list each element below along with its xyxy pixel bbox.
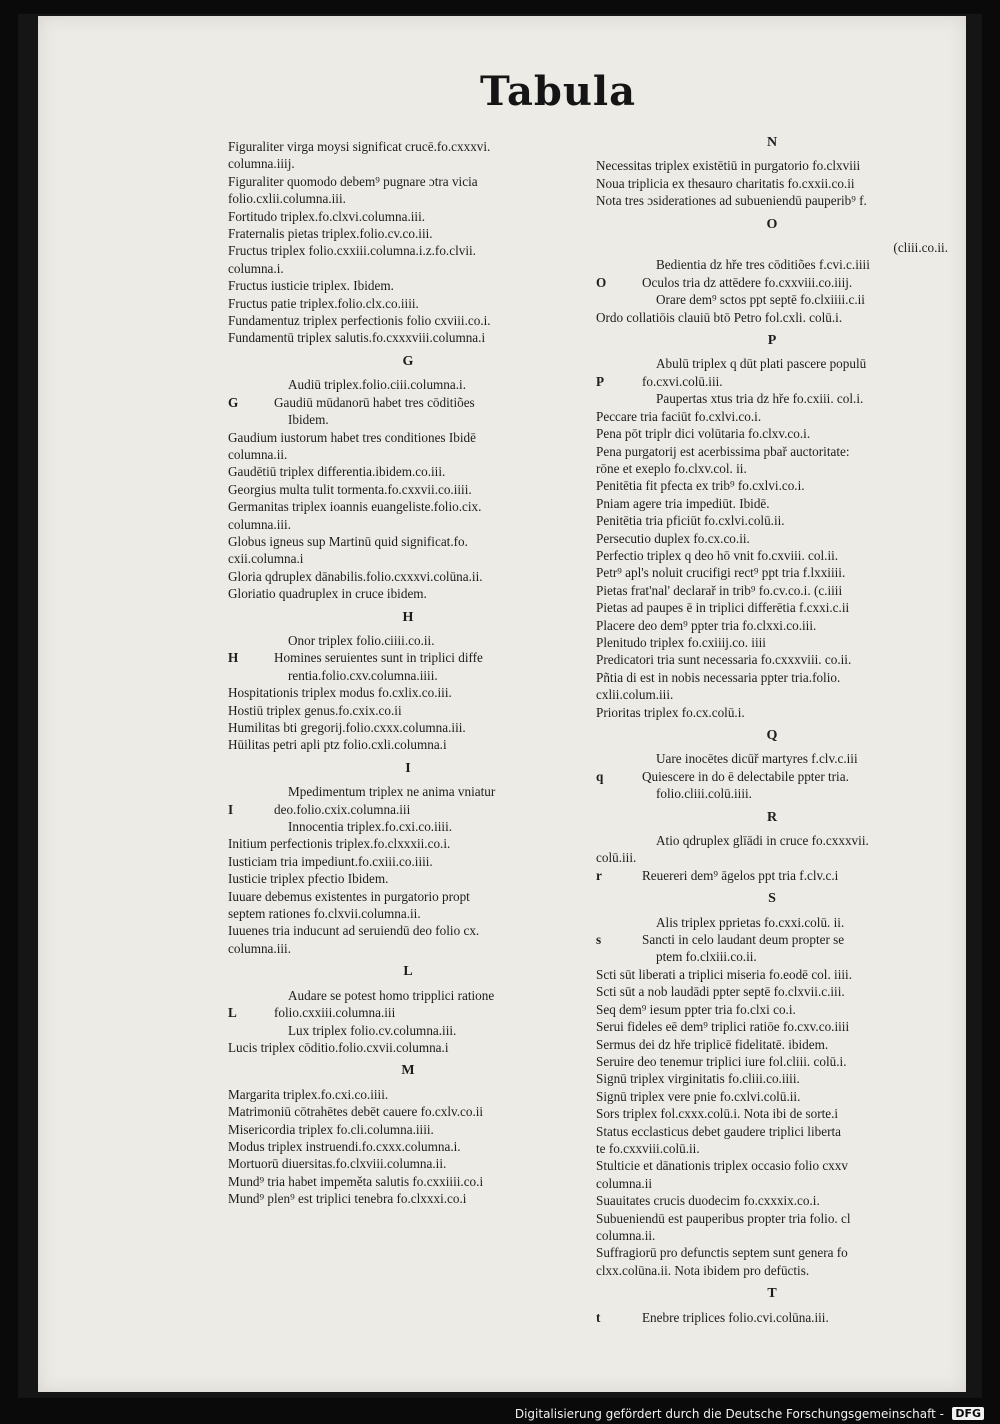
margin-letter: P (596, 373, 605, 389)
section-letter: P (767, 333, 777, 349)
section-letter: H (402, 609, 414, 625)
index-entry: Ordo collatiōis clauiū btō Petro fol.cxli. colū.i. (596, 309, 843, 325)
index-entry: Status ecclasticus debet gaudere triplici liberta (596, 1123, 841, 1139)
index-entry: Pena purgatorij est acerbissima pbař auctoritate: (596, 443, 850, 459)
index-entry: Initium perfectionis triplex.fo.clxxxii.co.i. (228, 836, 451, 852)
margin-letter: G (228, 394, 239, 410)
index-entry: (cliii.co.ii. (893, 240, 948, 256)
section-letter: T (767, 1286, 777, 1302)
index-entry: Alis triplex pprietas fo.cxxi.colū. ii. (656, 914, 845, 930)
index-entry: Fraternalis pietas triplex.folio.cv.co.iii. (228, 226, 433, 242)
index-entry: Pñtia di est in nobis necessaria ppter tria.folio. (596, 669, 841, 685)
index-entry: te fo.cxxviii.colū.ii. (596, 1140, 700, 1156)
index-entry: Petr⁹ apl's noluit crucifigi rect⁹ ppt tria f.lxxiiii. (596, 565, 846, 581)
index-entry (596, 1309, 948, 1326)
index-entry (228, 394, 588, 411)
index-entry: Penitētia fit pfecta ex trib⁹ fo.cxlvi.co.i. (596, 478, 805, 494)
index-entry: Mpedimentum triplex ne anima vniatur (288, 784, 496, 800)
index-entry: Iusticie triplex pfectio Ibidem. (228, 871, 389, 887)
index-entry: Fructus patie triplex.folio.clx.co.iiii. (228, 295, 419, 311)
index-entry: Mund⁹ plen⁹ est triplici tenebra fo.clxxxi.co.i (228, 1191, 467, 1207)
index-entry: Stulticie et dānationis triplex occasio folio cxxv (596, 1158, 848, 1174)
index-entry: Gloriatio quadruplex in cruce ibidem. (228, 586, 427, 602)
index-entry: Prioritas triplex fo.cx.colū.i. (596, 704, 745, 720)
index-entry (596, 373, 948, 390)
index-entry: Audiū triplex.folio.ciii.columna.i. (288, 377, 466, 393)
margin-letter: t (596, 1309, 601, 1325)
index-entry: Humilitas bti gregorij.folio.cxxx.columna.iii. (228, 720, 466, 735)
index-entry: Signū triplex virginitatis fo.cliii.co.iiii. (596, 1071, 800, 1087)
index-entry: Suauitates crucis duodecim fo.cxxxix.co.i. (596, 1193, 820, 1209)
index-entry: Iuuenes tria inducunt ad seruiendū deo folio cx. (228, 923, 480, 939)
index-entry: Sermus dei dz hře triplicē fidelitatē. ibidem. (596, 1036, 829, 1052)
index-entry: Seq dem⁹ iesum ppter tria fo.clxi co.i. (596, 1001, 796, 1017)
footer-credit: Digitalisierung gefördert durch die Deutsche Forschungsgemeinschaft - (514, 1407, 944, 1421)
index-entry: Iuuare debemus existentes in purgatorio propt (228, 888, 470, 904)
index-entry: Penitētia tria pficiūt fo.cxlvi.colū.ii. (596, 513, 785, 529)
index-entry (596, 867, 948, 884)
index-entry (228, 1004, 588, 1021)
index-entry: Placere deo dem⁹ ppter tria fo.clxxi.co.iii. (596, 617, 817, 633)
index-entry: Subueniendū est pauperibus propter tria folio. cl (596, 1210, 851, 1226)
index-entry: Scti sūt a nob laudādi ppter septē fo.clxvii.c.iii. (596, 984, 845, 1000)
index-entry: Hospitationis triplex modus fo.cxlix.co.iii. (228, 685, 452, 701)
index-entry: Pietas ad paupes ē in triplici differētia f.cxxi.c.ii (596, 600, 850, 616)
index-entry: Lucis triplex cōditio.folio.cxvii.columna.i (228, 1039, 449, 1055)
index-entry: Pniam agere tria impediūt. Ibidē. (596, 495, 770, 511)
index-entry-text: Quiescere in do ē delectabile ppter tria. (642, 768, 849, 784)
index-entry: Nota tres ɔsiderationes ad subueniendū pauperib⁹ f. (596, 193, 867, 209)
index-entry: Seruire deo tenemur triplici iure fol.cliii. colū.i. (596, 1053, 847, 1069)
index-entry: Lux triplex folio.cv.columna.iii. (288, 1022, 457, 1038)
index-entry: Germanitas triplex ioannis euangeliste.folio.cix. (228, 499, 482, 515)
index-entry-text: Homines seruientes sunt in triplici diffe (274, 650, 483, 666)
section-letter: R (766, 809, 778, 825)
index-entry: columna.ii (596, 1175, 653, 1191)
index-entry: Fundamentū triplex salutis.fo.cxxxviii.columna.i (228, 330, 486, 346)
index-entry (228, 801, 588, 818)
index-column-left (228, 138, 588, 1208)
index-entry: Noua triplicia ex thesauro charitatis fo.cxxii.co.ii (596, 175, 855, 191)
section-letter: S (768, 891, 776, 907)
index-entry: Misericordia triplex fo.cli.columna.iiii. (228, 1121, 434, 1137)
index-entry: Fructus triplex folio.cxxiii.columna.i.z.fo.clvii. (228, 243, 476, 259)
margin-letter: r (596, 867, 602, 883)
index-entry: Sors triplex fol.cxxx.colū.i. Nota ibi de sorte.i (596, 1106, 839, 1122)
index-entry: Fortitudo triplex.fo.clxvi.columna.iii. (228, 208, 426, 224)
index-entry: Modus triplex instruendi.fo.cxxx.columna.i. (228, 1138, 461, 1154)
index-entry (228, 649, 588, 666)
index-entry: columna.ii. (596, 1227, 656, 1243)
index-entry: rentia.folio.cxv.columna.iiii. (288, 667, 438, 683)
index-entry: cxii.columna.i (228, 551, 304, 567)
margin-letter: q (596, 768, 604, 784)
index-entry: columna.i. (228, 260, 284, 276)
index-entry (596, 274, 948, 291)
index-entry: Hostiū triplex genus.fo.cxix.co.ii (228, 702, 402, 718)
index-entry: Predicatori tria sunt necessaria fo.cxxxviii. co.ii. (596, 652, 852, 668)
index-entry-text: deo.folio.cxix.columna.iii (274, 801, 411, 817)
index-entry: Onor triplex folio.ciiii.co.ii. (288, 632, 435, 648)
index-entry: clxx.colūna.ii. Nota ibidem pro defūctis. (596, 1262, 810, 1278)
section-letter: M (401, 1063, 415, 1079)
index-entry: Peccare tria faciūt fo.cxlvi.co.i. (596, 408, 762, 424)
index-entry: Atio qdruplex glīādi in cruce fo.cxxxvii. (656, 833, 869, 849)
margin-letter: H (228, 650, 239, 666)
index-entry: Fundamentuz triplex perfectionis folio cxviii.co.i. (228, 313, 491, 329)
index-entry-text: fo.cxvi.colū.iii. (642, 373, 723, 389)
page-title: Tabula (480, 68, 637, 115)
index-entry: Pena pōt triplr dici volūtaria fo.clxv.co.i. (596, 426, 811, 442)
index-entry: Plenitudo triplex fo.cxiiij.co. iiii (596, 634, 766, 650)
index-entry: ptem fo.clxiii.co.ii. (656, 949, 757, 965)
margin-letter: O (596, 274, 607, 290)
index-entry: cxlii.colum.iii. (596, 687, 674, 703)
index-entry: columna.iii. (228, 940, 291, 956)
index-entry: Ibidem. (288, 412, 329, 428)
index-entry: Innocentia triplex.fo.cxi.co.iiii. (288, 819, 453, 835)
index-entry: Abulū triplex q dūt plati pascere populū (656, 356, 867, 372)
index-entry: Scti sūt liberati a triplici miseria fo.eodē col. iiii. (596, 966, 852, 982)
index-entry: Suffragiorū pro defunctis septem sunt genera fo (596, 1245, 848, 1261)
index-entry: Iusticiam tria impediunt.fo.cxiii.co.iiii. (228, 853, 433, 869)
index-entry: Orare dem⁹ sctos ppt septē fo.clxiiii.c.ii (656, 292, 865, 308)
index-entry-text: Gaudiū mūdanorū habet tres cōditiões (274, 394, 475, 410)
index-entry: Margarita triplex.fo.cxi.co.iiii. (228, 1086, 389, 1102)
index-entry: Hūilitas petri apli ptz folio.cxli.columna.i (228, 737, 447, 753)
index-entry-text: Oculos tria dz attēdere fo.cxxviii.co.iiij. (642, 274, 853, 290)
index-entry: Mund⁹ tria habet impeměta salutis fo.cxxiiii.co.i (228, 1173, 484, 1189)
index-entry: Figuraliter virga moysi significat crucē.fo.cxxxvi. (228, 139, 491, 154)
index-entry: Bedientia dz hře tres cōditiões f.cvi.c.iiii (656, 257, 870, 273)
section-letter: N (766, 135, 778, 150)
index-entry: columna.iii. (228, 516, 291, 532)
index-entry: colū.iii. (596, 850, 637, 866)
index-entry: Figuraliter quomodo debem⁹ pugnare ɔtra vicia (228, 173, 478, 189)
index-entry: Signū triplex vere pnie fo.cxlvi.colū.ii. (596, 1088, 801, 1104)
index-entry (596, 931, 948, 948)
index-entry: columna.ii. (228, 446, 288, 462)
index-entry: rōne et exeplo fo.clxv.col. ii. (596, 460, 747, 476)
index-entry: Fructus iusticie triplex. Ibidem. (228, 278, 394, 294)
section-letter: O (766, 216, 778, 232)
index-entry-text: Sancti in celo laudant deum propter se (642, 932, 845, 948)
index-entry: folio.cliii.colū.iiii. (656, 786, 752, 802)
section-letter: G (402, 353, 414, 369)
index-entry: Gaudētiū triplex differentia.ibidem.co.iii. (228, 464, 446, 480)
margin-letter: L (228, 1005, 237, 1021)
margin-letter: I (228, 801, 234, 817)
index-entry: Pietas frat'nal' declarař in trib⁹ fo.cv.co.i. (c.iiii (596, 582, 843, 598)
index-entry: Necessitas triplex existētiū in purgatorio fo.clxviii (596, 158, 861, 174)
dfg-logo: DFG (952, 1407, 984, 1420)
index-entry: Uare inocētes dicūř martyres f.clv.c.iii (656, 751, 858, 767)
index-entry (596, 768, 948, 785)
section-letter: I (405, 760, 411, 776)
index-entry: Perfectio triplex q deo hō vnit fo.cxviii. col.ii. (596, 547, 839, 563)
index-entry: Serui fideles eē dem⁹ triplici ratiōe fo.cxv.co.iiii (596, 1019, 850, 1035)
index-entry: Gloria qdruplex dānabilis.folio.cxxxvi.colūna.ii. (228, 568, 483, 584)
index-entry: Georgius multa tulit tormenta.fo.cxxvii.co.iiii. (228, 481, 472, 497)
index-entry: Paupertas xtus tria dz hře fo.cxiii. col.i. (656, 391, 864, 407)
index-entry-text: folio.cxxiii.columna.iii (274, 1005, 396, 1021)
index-entry: Globus igneus sup Martinū quid significat.fo. (228, 533, 468, 549)
index-entry: septem rationes fo.clxvii.columna.ii. (228, 906, 421, 922)
section-letter: L (403, 964, 413, 980)
index-entry-text: Enebre triplices folio.cvi.colūna.iii. (642, 1309, 829, 1325)
index-entry: Mortuorū diuersitas.fo.clxviii.columna.ii. (228, 1156, 447, 1172)
section-letter: Q (766, 728, 778, 743)
footer-bar (0, 1404, 990, 1424)
margin-letter: s (596, 932, 602, 948)
index-entry: folio.cxlii.columna.iii. (228, 191, 346, 207)
index-entry: Persecutio duplex fo.cx.co.ii. (596, 530, 750, 546)
index-entry: Audare se potest homo tripplici ratione (288, 987, 495, 1003)
index-entry-text: Reuereri dem⁹ āgelos ppt tria f.clv.c.i (642, 867, 839, 883)
index-entry: columna.iiij. (228, 156, 295, 172)
index-entry: Gaudium iustorum habet tres conditiones Ibidē (228, 429, 476, 445)
index-entry: Matrimoniū cōtrahētes debēt cauere fo.cxlv.co.ii (228, 1104, 484, 1120)
index-column-right (596, 128, 948, 1326)
